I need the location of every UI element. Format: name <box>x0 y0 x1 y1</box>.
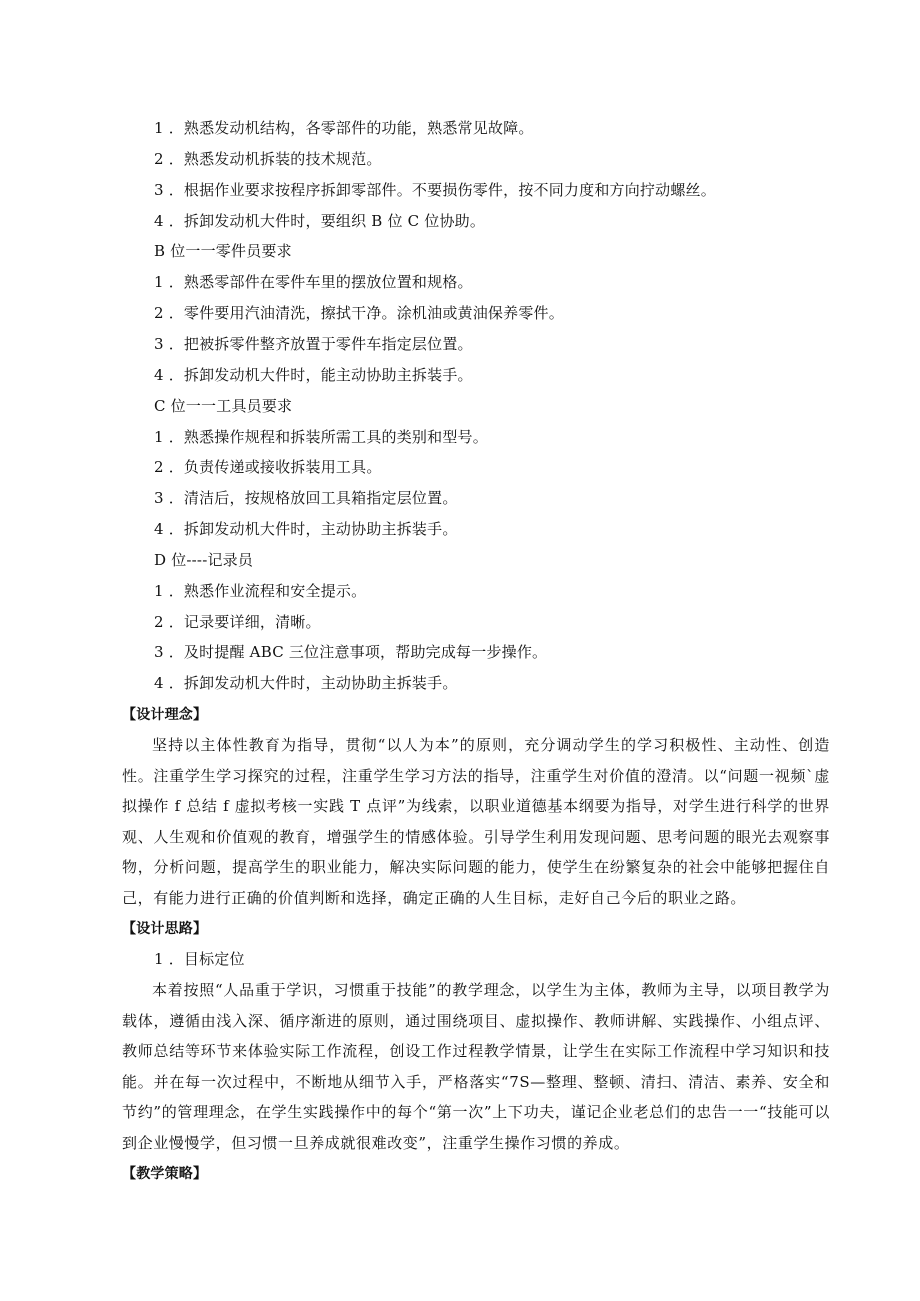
d-item-3: 3 ．及时提醒 ABC 三位注意事项，帮助完成每一步操作。 <box>154 643 548 661</box>
b-item-1: 1 ．熟悉零部件在零件车里的摆放位置和规格。 <box>154 273 473 291</box>
a-item-4: 4 ．拆卸发动机大件时，要组织 B 位 C 位协助。 <box>154 212 486 230</box>
a-item-2: 2 ．熟悉发动机拆装的技术规范。 <box>154 150 382 168</box>
c-item-4: 4 ．拆卸发动机大件时，主动协助主拆装手。 <box>154 520 458 538</box>
b-item-2: 2 ．零件要用汽油清洗，擦拭干净。涂机油或黄油保养零件。 <box>154 304 564 322</box>
d-item-4: 4 ．拆卸发动机大件时，主动协助主拆装手。 <box>154 674 458 692</box>
a-item-3: 3 ．根据作业要求按程序拆卸零部件。不要损伤零件，按不同力度和方向拧动螺丝。 <box>154 181 716 199</box>
a-item-1: 1 ．熟悉发动机结构，各零部件的功能，熟悉常见故障。 <box>154 119 534 137</box>
design-concept-paragraph: 坚持以主体性教育为指导，贯彻“以人为本”的原则，充分调动学生的学习积极性、主动性、创造性。注重学生学习探究的过程，注重学生学习方法的指导，注重学生对价值的澄清。以“问题一视频`虚拟操作 f 总结 f 虚拟考核一实践 T 点评”为线索，以职业道德基本纲要为指导，对学生进行科学的世界观、人生观和价值观的教育，增强学生的情感体验。引导学生利用发现问题、思考问题的眼光去观察事物，分析问题，提高学生的职业能力，解决实际问题的能力，使学生在纷繁复杂的社会中能够把握住自己，有能力进行正确的价值判断和选择，确定正确的人生目标，走好自己今后的职业之路。 <box>122 736 830 907</box>
role-d-heading: D 位----记录员 <box>154 551 254 569</box>
role-c-heading: C 位一一工具员要求 <box>154 397 293 415</box>
d-item-2: 2 ．记录要详细，清晰。 <box>154 613 321 631</box>
c-item-3: 3 ．清洁后，按规格放回工具箱指定层位置。 <box>154 489 458 507</box>
teaching-strategy-heading: 【教学策略】 <box>122 1166 208 1182</box>
d-item-1: 1 ．熟悉作业流程和安全提示。 <box>154 582 367 600</box>
design-idea-paragraph: 本着按照“人品重于学识，习惯重于技能”的教学理念，以学生为主体，教师为主导，以项目教学为载体，遵循由浅入深、循序渐进的原则，通过围绕项目、虚拟操作、教师讲解、实践操作、小组点评、教师总结等环节来体验实际工作流程，创设工作过程教学情景，让学生在实际工作流程中学习知识和技能。并在每一次过程中，不断地从细节入手，严格落实“7S—整理、整顿、清扫、清洁、素养、安全和节约”的管理理念，在学生实践操作中的每个“第一次”上下功夫，谨记企业老总们的忠告一一“技能可以到企业慢慢学，但习惯一旦养成就很难改变”，注重学生操作习惯的养成。 <box>122 981 830 1152</box>
design-idea-heading: 【设计思路】 <box>122 921 208 937</box>
design-concept-heading: 【设计理念】 <box>122 707 208 723</box>
c-item-2: 2 ．负责传递或接收拆装用工具。 <box>154 458 382 476</box>
b-item-4: 4 ．拆卸发动机大件时，能主动协助主拆装手。 <box>154 366 473 384</box>
b-item-3: 3 ．把被拆零件整齐放置于零件车指定层位置。 <box>154 335 473 353</box>
c-item-1: 1 ．熟悉操作规程和拆装所需工具的类别和型号。 <box>154 428 488 446</box>
role-b-heading: B 位一一零件员要求 <box>154 242 292 260</box>
target-positioning-subheading: 1 ．目标定位 <box>154 950 245 968</box>
